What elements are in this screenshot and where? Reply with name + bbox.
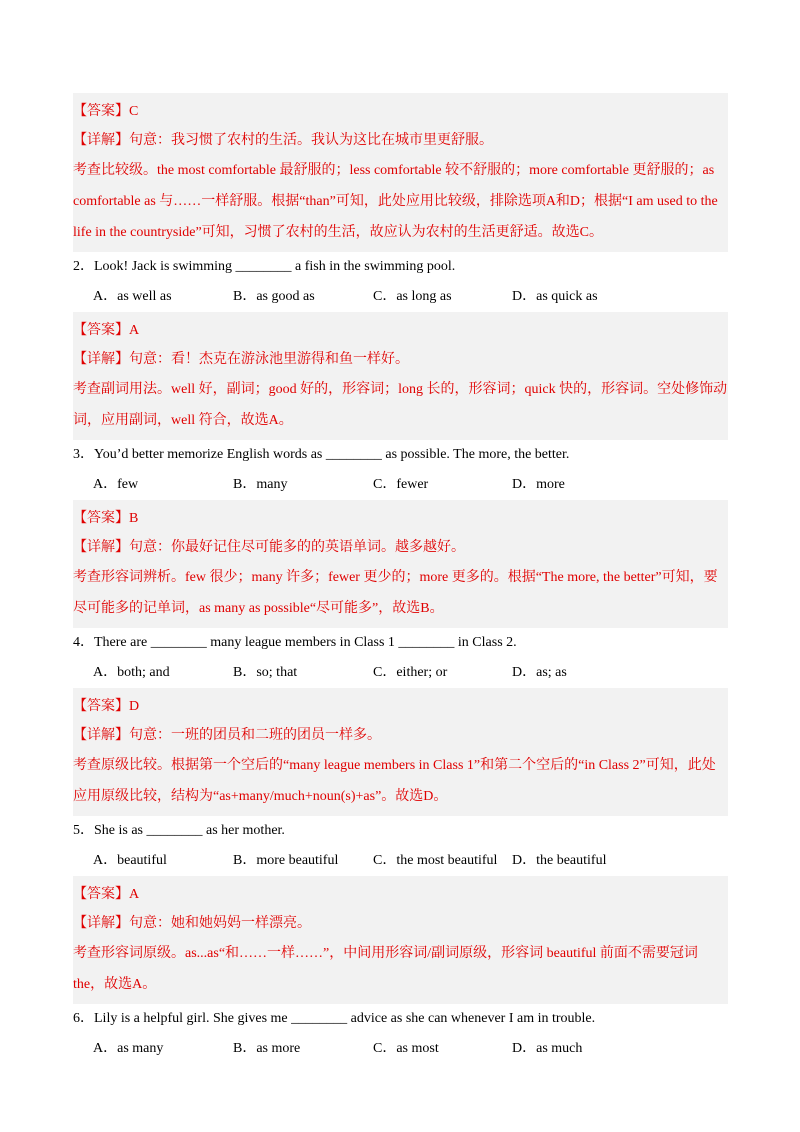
option-d: D．as much — [512, 1041, 583, 1056]
analysis-text: 考查原级比较。根据第一个空后的“many league members in Class 1”和第二个空后的“in Class 2”可知，此处应用原级比较，结构为“as+many/much+noun(s)+as”。故选D。 — [73, 758, 716, 804]
detail-text: 【详解】句意：你最好记住尽可能多的的英语单词。越多越好。 — [73, 540, 465, 555]
answer-label: 【答案】A — [73, 887, 140, 902]
option-d: D．as; as — [512, 665, 567, 680]
detail-text: 【详解】句意：她和她妈妈一样漂亮。 — [73, 916, 311, 931]
answer-block-3 — [73, 500, 728, 628]
option-a: A．as well as — [93, 289, 172, 304]
option-c: C．as most — [373, 1041, 439, 1056]
option-d: D．the beautiful — [512, 853, 607, 868]
analysis-text: 考查比较级。the most comfortable 最舒服的；less comfortable 较不舒服的；more comfortable 更舒服的；as comfortable as 与……一样舒服。根据“than”可知，此处应用比较级，排除选项A和D；根据“I am used to the life in the countryside”可知，习惯了农村的生活，故应认为农村的生活更舒适。故选C。 — [73, 163, 718, 240]
answer-block-2 — [73, 312, 728, 440]
answer-block-4 — [73, 688, 728, 816]
analysis-text: 考查副词用法。well 好，副词；good 好的，形容词；long 长的，形容词；quick 快的，形容词。空处修饰动词，应用副词，well 符合，故选A。 — [73, 382, 728, 428]
answer-block-1 — [73, 93, 728, 252]
option-a: A．few — [93, 477, 139, 492]
detail-text: 【详解】句意：一班的团员和二班的团员一样多。 — [73, 728, 381, 743]
question-6-stem: 6．Lily is a helpful girl. She gives me ________ advice as she can whenever I am in trouble. — [73, 1011, 596, 1026]
question-3-stem: 3．You’d better memorize English words as ________ as possible. The more, the better. — [73, 447, 570, 462]
question-2-stem: 2．Look! Jack is swimming ________ a fish in the swimming pool. — [73, 259, 456, 274]
answer-label: 【答案】C — [73, 104, 139, 119]
option-b: B．as more — [233, 1041, 301, 1056]
option-b: B．as good as — [233, 289, 315, 304]
question-2-options — [73, 282, 728, 312]
option-c: C．as long as — [373, 289, 452, 304]
option-c: C．fewer — [373, 477, 429, 492]
option-b: B．many — [233, 477, 288, 492]
answer-label: 【答案】D — [73, 699, 140, 714]
option-a: A．beautiful — [93, 853, 167, 868]
answer-label: 【答案】B — [73, 511, 139, 526]
document-page — [73, 93, 728, 1064]
question-6-options — [73, 1034, 728, 1064]
analysis-text: 考查形容词辨析。few 很少；many 许多；fewer 更少的；more 更多的。根据“The more, the better”可知，要尽可能多的记单词，as many as possible“尽可能多”，故选B。 — [73, 570, 718, 616]
option-d: D．as quick as — [512, 289, 598, 304]
answer-label: 【答案】A — [73, 323, 140, 338]
answer-block-5 — [73, 876, 728, 1004]
option-b: B．more beautiful — [233, 853, 339, 868]
option-d: D．more — [512, 477, 565, 492]
option-a: A．both; and — [93, 665, 170, 680]
option-b: B．so; that — [233, 665, 298, 680]
detail-text: 【详解】句意：看！杰克在游泳池里游得和鱼一样好。 — [73, 352, 409, 367]
detail-text: 【详解】句意：我习惯了农村的生活。我认为这比在城市里更舒服。 — [73, 133, 493, 148]
question-4-options — [73, 658, 728, 688]
question-3-options — [73, 470, 728, 500]
question-4-stem: 4．There are ________ many league members in Class 1 ________ in Class 2. — [73, 635, 517, 650]
analysis-text: 考查形容词原级。as...as“和……一样……”，中间用形容词/副词原级，形容词 beautiful 前面不需要冠词the，故选A。 — [73, 946, 698, 992]
option-c: C．the most beautiful — [373, 853, 498, 868]
option-c: C．either; or — [373, 665, 448, 680]
question-5-options — [73, 846, 728, 876]
question-5-stem: 5．She is as ________ as her mother. — [73, 823, 285, 838]
option-a: A．as many — [93, 1041, 164, 1056]
